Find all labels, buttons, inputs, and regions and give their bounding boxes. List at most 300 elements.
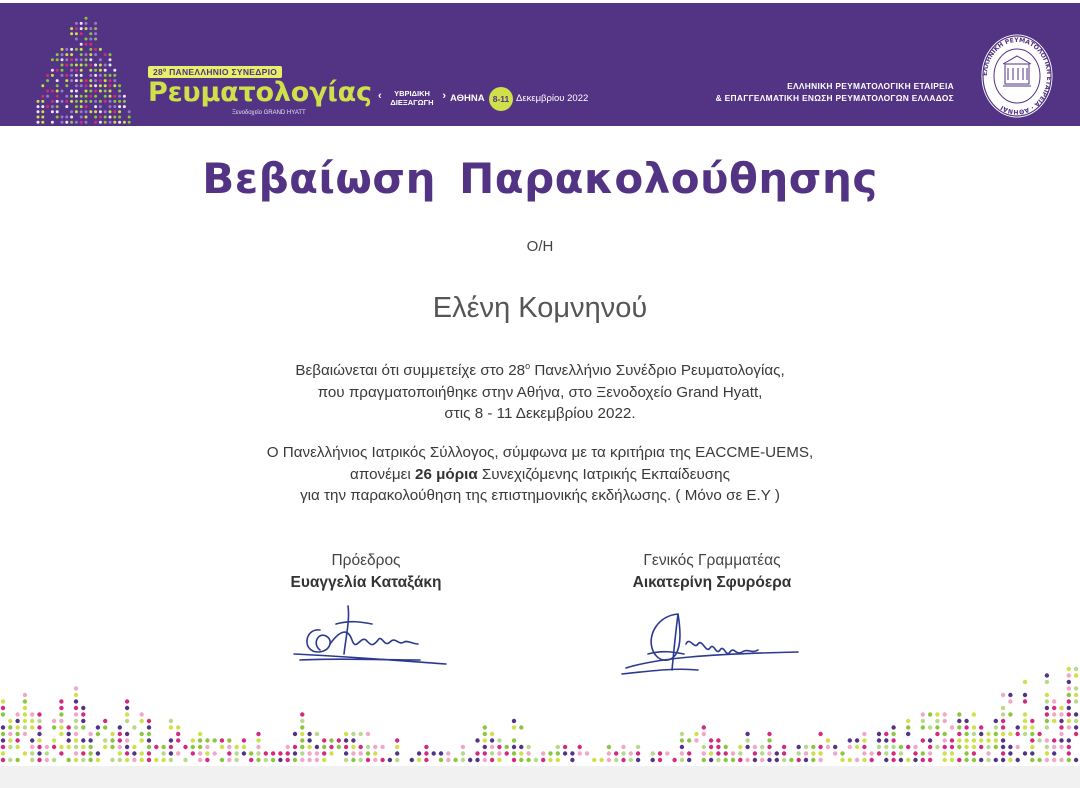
banner-dot <box>65 84 68 87</box>
footer-dot <box>490 738 494 742</box>
footer-dot <box>81 719 85 723</box>
footer-dot <box>548 758 552 762</box>
footer-dot <box>629 751 633 755</box>
footer-dot <box>81 745 85 749</box>
footer-dot <box>877 745 881 749</box>
footer-dot <box>103 719 107 723</box>
event-month: Δεκεμβρίου 2022 <box>516 93 589 104</box>
footer-dot <box>359 758 363 762</box>
footer-dot <box>1074 699 1078 703</box>
certificate-title: Βεβαίωση Παρακολούθησης <box>202 154 878 203</box>
footer-dot <box>680 745 684 749</box>
banner-dot <box>70 32 73 35</box>
footer-dot <box>132 725 136 729</box>
footer-dot <box>293 758 297 762</box>
footer-dot <box>1001 745 1005 749</box>
footer-dot <box>716 751 720 755</box>
footer-dot <box>125 738 129 742</box>
event-venue: Ξενοδοχείο GRAND HYATT <box>232 110 306 116</box>
footer-dot <box>921 719 925 723</box>
footer-dot <box>1023 699 1027 703</box>
banner-dot <box>99 58 102 61</box>
banner-dot <box>123 100 126 103</box>
footer-dot <box>23 719 27 723</box>
footer-dot <box>1037 738 1041 742</box>
banner-dot <box>75 27 78 30</box>
footer-dot <box>154 758 158 762</box>
banner-dot <box>99 79 102 82</box>
footer-dot <box>979 738 983 742</box>
footer-dot <box>37 751 41 755</box>
footer-dot <box>74 693 78 697</box>
footer-dot <box>870 758 874 762</box>
footer-dot <box>884 732 888 736</box>
footer-dot <box>81 758 85 762</box>
footer-dot <box>505 745 509 749</box>
footer-dot <box>329 745 333 749</box>
banner-dot <box>56 100 59 103</box>
signatory-president <box>216 551 516 595</box>
footer-dot <box>950 738 954 742</box>
footer-dot <box>512 719 516 723</box>
banner-dot <box>104 95 107 98</box>
banner-dot <box>65 48 68 51</box>
footer-dot <box>351 751 355 755</box>
footer-dot <box>380 758 384 762</box>
footer-dot <box>797 758 801 762</box>
footer-dot <box>935 719 939 723</box>
banner-dot <box>85 53 88 56</box>
footer-dot <box>1074 732 1078 736</box>
footer-dot <box>519 745 523 749</box>
footer-dot <box>351 732 355 736</box>
footer-dot <box>994 719 998 723</box>
footer-dot <box>234 758 238 762</box>
footer-dot <box>8 738 12 742</box>
footer-dot <box>826 745 830 749</box>
footer-dot <box>37 712 41 716</box>
society-line-2: & ΕΠΑΓΓΕΛΜΑΤΙΚΗ ΕΝΩΣΗ ΡΕΥΜΑΤΟΛΟΓΩΝ ΕΛΛΑΔΟΣ <box>715 93 954 103</box>
banner-dot <box>104 74 107 77</box>
footer-dot <box>855 745 859 749</box>
footer-dot <box>213 751 217 755</box>
footer-dot <box>30 745 34 749</box>
footer-dot <box>731 751 735 755</box>
footer-dot <box>227 758 231 762</box>
banner-dot <box>65 58 68 61</box>
footer-dot <box>767 745 771 749</box>
banner-dot <box>94 84 97 87</box>
footer-dot <box>928 725 932 729</box>
footer-dot <box>497 758 501 762</box>
footer-dot <box>512 758 516 762</box>
footer-dot <box>205 745 209 749</box>
footer-dot <box>125 699 129 703</box>
banner-dot <box>70 100 73 103</box>
footer-dot <box>972 732 976 736</box>
footer-dot <box>687 751 691 755</box>
footer-dot <box>943 732 947 736</box>
banner-dot <box>70 58 73 61</box>
banner-dot <box>94 121 97 124</box>
banner-dot <box>61 53 64 56</box>
banner-dot <box>113 105 116 108</box>
footer-dot <box>88 751 92 755</box>
footer-dot <box>307 758 311 762</box>
footer-dot <box>256 751 260 755</box>
signatory-role: Πρόεδρος <box>331 552 401 569</box>
footer-dot <box>964 751 968 755</box>
footer-dot <box>475 758 479 762</box>
footer-dot <box>1008 699 1012 703</box>
footer-dot <box>300 719 304 723</box>
footer-dot <box>125 712 129 716</box>
footer-dot <box>935 725 939 729</box>
footer-dot <box>1067 758 1071 762</box>
footer-dot <box>972 712 976 716</box>
footer-dot <box>74 686 78 690</box>
footer-dot <box>118 745 122 749</box>
footer-dot <box>986 745 990 749</box>
banner-dot <box>61 100 64 103</box>
banner-dot <box>75 38 78 41</box>
footer-dot <box>183 745 187 749</box>
banner-dot <box>89 48 92 51</box>
footer-dot <box>760 758 764 762</box>
footer-dot <box>1059 738 1063 742</box>
figure-dots-graphic <box>0 3 140 126</box>
footer-dot <box>256 738 260 742</box>
footer-dot <box>198 732 202 736</box>
signatory-name: Ευαγγελία Καταξάκη <box>290 574 442 591</box>
footer-dot <box>1067 725 1071 729</box>
footer-dot <box>862 745 866 749</box>
footer-dot <box>461 751 465 755</box>
banner-dot <box>80 116 83 119</box>
footer-dot <box>1074 719 1078 723</box>
footer-dot <box>110 732 114 736</box>
banner-dot <box>94 38 97 41</box>
footer-dot <box>198 758 202 762</box>
banner-dot <box>61 74 64 77</box>
footer-dot <box>943 751 947 755</box>
banner-dot <box>89 38 92 41</box>
footer-dot <box>928 758 932 762</box>
footer-dot <box>855 758 859 762</box>
footer-dot <box>745 732 749 736</box>
footer-dot <box>877 751 881 755</box>
footer-dot <box>67 758 71 762</box>
banner-dot <box>75 64 78 67</box>
footer-dot <box>15 732 19 736</box>
footer-dot <box>870 751 874 755</box>
footer-dot <box>81 712 85 716</box>
footer-dot <box>37 738 41 742</box>
footer-dot <box>899 751 903 755</box>
footer-dot <box>877 738 881 742</box>
footer-dot <box>884 738 888 742</box>
footer-dot <box>256 758 260 762</box>
footer-dot <box>140 751 144 755</box>
footer-dot <box>74 732 78 736</box>
footer-dot <box>607 745 611 749</box>
footer-dot <box>140 712 144 716</box>
footer-dot <box>709 738 713 742</box>
footer-dot <box>286 745 290 749</box>
banner-dot <box>70 95 73 98</box>
footer-dot <box>256 732 260 736</box>
footer-dot <box>461 758 465 762</box>
footer-dot <box>395 751 399 755</box>
footer-dot <box>512 738 516 742</box>
banner-dot <box>41 105 44 108</box>
footer-dot <box>30 758 34 762</box>
footer-dot <box>176 751 180 755</box>
footer-dot <box>556 758 560 762</box>
footer-dot <box>570 751 574 755</box>
footer-dot <box>110 758 114 762</box>
footer-dot <box>994 758 998 762</box>
footer-dot <box>74 699 78 703</box>
footer-dot <box>59 751 63 755</box>
footer-dot <box>745 758 749 762</box>
footer-dot <box>1001 751 1005 755</box>
footer-dot <box>395 745 399 749</box>
footer-dot <box>913 745 917 749</box>
footer-dot <box>359 745 363 749</box>
banner-dot <box>75 95 78 98</box>
footer-dot <box>1067 693 1071 697</box>
footer-dot <box>899 745 903 749</box>
footer-dot <box>519 758 523 762</box>
footer-dot <box>862 751 866 755</box>
footer-dot <box>176 725 180 729</box>
event-days-badge: 8-11 <box>489 87 513 111</box>
banner-dot <box>41 116 44 119</box>
footer-dot <box>702 751 706 755</box>
footer-dot <box>242 751 246 755</box>
footer-dot <box>906 758 910 762</box>
footer-dot <box>497 745 501 749</box>
footer-dot <box>1045 758 1049 762</box>
banner-dot <box>80 48 83 51</box>
statement-line-3: στις 8 - 11 Δεκεμβρίου 2022. <box>444 405 636 422</box>
banner-dot <box>109 100 112 103</box>
footer-dot <box>96 758 100 762</box>
footer-dot <box>1008 693 1012 697</box>
footer-dot <box>103 725 107 729</box>
footer-dot <box>329 751 333 755</box>
footer-dot <box>424 751 428 755</box>
footer-dot <box>359 732 363 736</box>
banner-dot <box>51 74 54 77</box>
banner-dot <box>80 22 83 25</box>
credits-line-2 <box>0 464 1080 486</box>
footer-dot <box>1008 751 1012 755</box>
footer-dot <box>227 738 231 742</box>
footer-dot <box>67 732 71 736</box>
banner-dot <box>75 58 78 61</box>
footer-dot <box>636 758 640 762</box>
banner-dot <box>46 79 49 82</box>
event-number-badge: 28º ΠΑΝΕΛΛΗΝΙΟ ΣΥΝΕΔΡΙΟ <box>148 66 282 78</box>
banner-dot <box>109 121 112 124</box>
credits-line-2-start: απονέμει <box>350 465 416 483</box>
footer-dot <box>943 738 947 742</box>
footer-dot <box>453 758 457 762</box>
footer-dot <box>621 758 625 762</box>
banner-dot <box>75 48 78 51</box>
footer-dot <box>578 745 582 749</box>
footer-dot <box>161 751 165 755</box>
footer-dot <box>1052 751 1056 755</box>
banner-dot <box>94 53 97 56</box>
banner-dot <box>56 95 59 98</box>
footer-dot <box>979 725 983 729</box>
footer-dot <box>1030 719 1034 723</box>
footer-dot <box>899 758 903 762</box>
footer-dot <box>271 758 275 762</box>
banner-dot <box>80 110 83 113</box>
footer-dot <box>1059 745 1063 749</box>
footer-dot <box>315 751 319 755</box>
footer-dot <box>797 751 801 755</box>
footer-dot <box>59 745 63 749</box>
footer-dot <box>731 758 735 762</box>
banner-dot <box>75 79 78 82</box>
footer-dot <box>337 738 341 742</box>
banner-dot <box>113 74 116 77</box>
footer-dot <box>745 738 749 742</box>
banner-dot <box>89 32 92 35</box>
footer-dot <box>884 751 888 755</box>
footer-dot <box>1001 693 1005 697</box>
footer-dot <box>753 758 757 762</box>
footer-dot <box>315 745 319 749</box>
footer-dot <box>512 725 516 729</box>
footer-dot <box>1059 732 1063 736</box>
footer-dot <box>804 751 808 755</box>
footer-dot <box>300 712 304 716</box>
footer-dot <box>1067 673 1071 677</box>
statement-line-1 <box>0 360 1080 382</box>
banner-dot <box>85 38 88 41</box>
banner-dot <box>118 110 121 113</box>
banner-dot <box>85 121 88 124</box>
banner-dot <box>85 43 88 46</box>
footer-dot <box>307 738 311 742</box>
footer-dot <box>906 719 910 723</box>
footer-dot <box>88 745 92 749</box>
footer-dot <box>30 751 34 755</box>
footer-dot <box>30 738 34 742</box>
footer-dot <box>220 738 224 742</box>
banner-dot <box>46 90 49 93</box>
event-title: Ρευματολογίας <box>148 77 372 108</box>
footer-dot <box>570 758 574 762</box>
banner-dot <box>80 32 83 35</box>
banner-dot <box>80 79 83 82</box>
footer-dot <box>147 738 151 742</box>
banner-dot <box>61 58 64 61</box>
footer-dot <box>395 758 399 762</box>
statement-line-1-start: Βεβαιώνεται ότι συμμετείχε στο 28 <box>295 362 526 379</box>
banner-dot <box>94 48 97 51</box>
footer-dot <box>1045 725 1049 729</box>
banner-dot <box>94 95 97 98</box>
banner-dot <box>109 79 112 82</box>
signatory-name: Αικατερίνη Σφυρόερα <box>632 574 792 591</box>
footer-dot <box>1023 732 1027 736</box>
banner-dot <box>123 121 126 124</box>
footer-dot <box>118 738 122 742</box>
footer-dot <box>1067 706 1071 710</box>
footer-dot <box>862 758 866 762</box>
footer-dot <box>140 758 144 762</box>
footer-dot <box>373 751 377 755</box>
footer-dot <box>1067 686 1071 690</box>
banner-dot <box>70 48 73 51</box>
banner-dot <box>99 64 102 67</box>
footer-dot <box>1052 706 1056 710</box>
footer-dot <box>315 732 319 736</box>
banner-dot <box>89 27 92 30</box>
footer-dot <box>694 732 698 736</box>
footer-dot <box>8 725 12 729</box>
footer-dot <box>658 758 662 762</box>
footer-dot <box>132 745 136 749</box>
footer-dot <box>979 745 983 749</box>
footer-dot <box>928 738 932 742</box>
footer-dot <box>1045 719 1049 723</box>
footer-dot <box>74 751 78 755</box>
banner-dot <box>56 79 59 82</box>
footer-dot <box>1008 745 1012 749</box>
banner-dot <box>70 64 73 67</box>
footer-dot <box>293 745 297 749</box>
footer-dot <box>1 712 5 716</box>
banner-dot <box>65 74 68 77</box>
footer-dot <box>1008 712 1012 716</box>
footer-dot <box>118 751 122 755</box>
footer-dot <box>1001 719 1005 723</box>
footer-dot <box>665 751 669 755</box>
footer-dot <box>1037 732 1041 736</box>
banner-dot <box>94 105 97 108</box>
footer-dot <box>52 745 56 749</box>
footer-dot <box>592 758 596 762</box>
footer-dot <box>337 745 341 749</box>
footer-dot <box>818 758 822 762</box>
footer-dot <box>943 719 947 723</box>
banner-dot <box>61 69 64 72</box>
footer-dot <box>300 738 304 742</box>
banner-dot <box>89 110 92 113</box>
banner-dot <box>61 64 64 67</box>
footer-dot <box>1 758 5 762</box>
footer-dot <box>74 758 78 762</box>
footer-dot <box>74 712 78 716</box>
recipient-name: Ελένη Κομνηνού <box>432 292 648 324</box>
banner-dot <box>80 95 83 98</box>
footer-dot <box>213 738 217 742</box>
footer-dot <box>891 751 895 755</box>
footer-dot <box>526 745 530 749</box>
footer-dot <box>724 758 728 762</box>
footer-dot <box>169 738 173 742</box>
footer-dot <box>1 751 5 755</box>
footer-dot <box>74 706 78 710</box>
